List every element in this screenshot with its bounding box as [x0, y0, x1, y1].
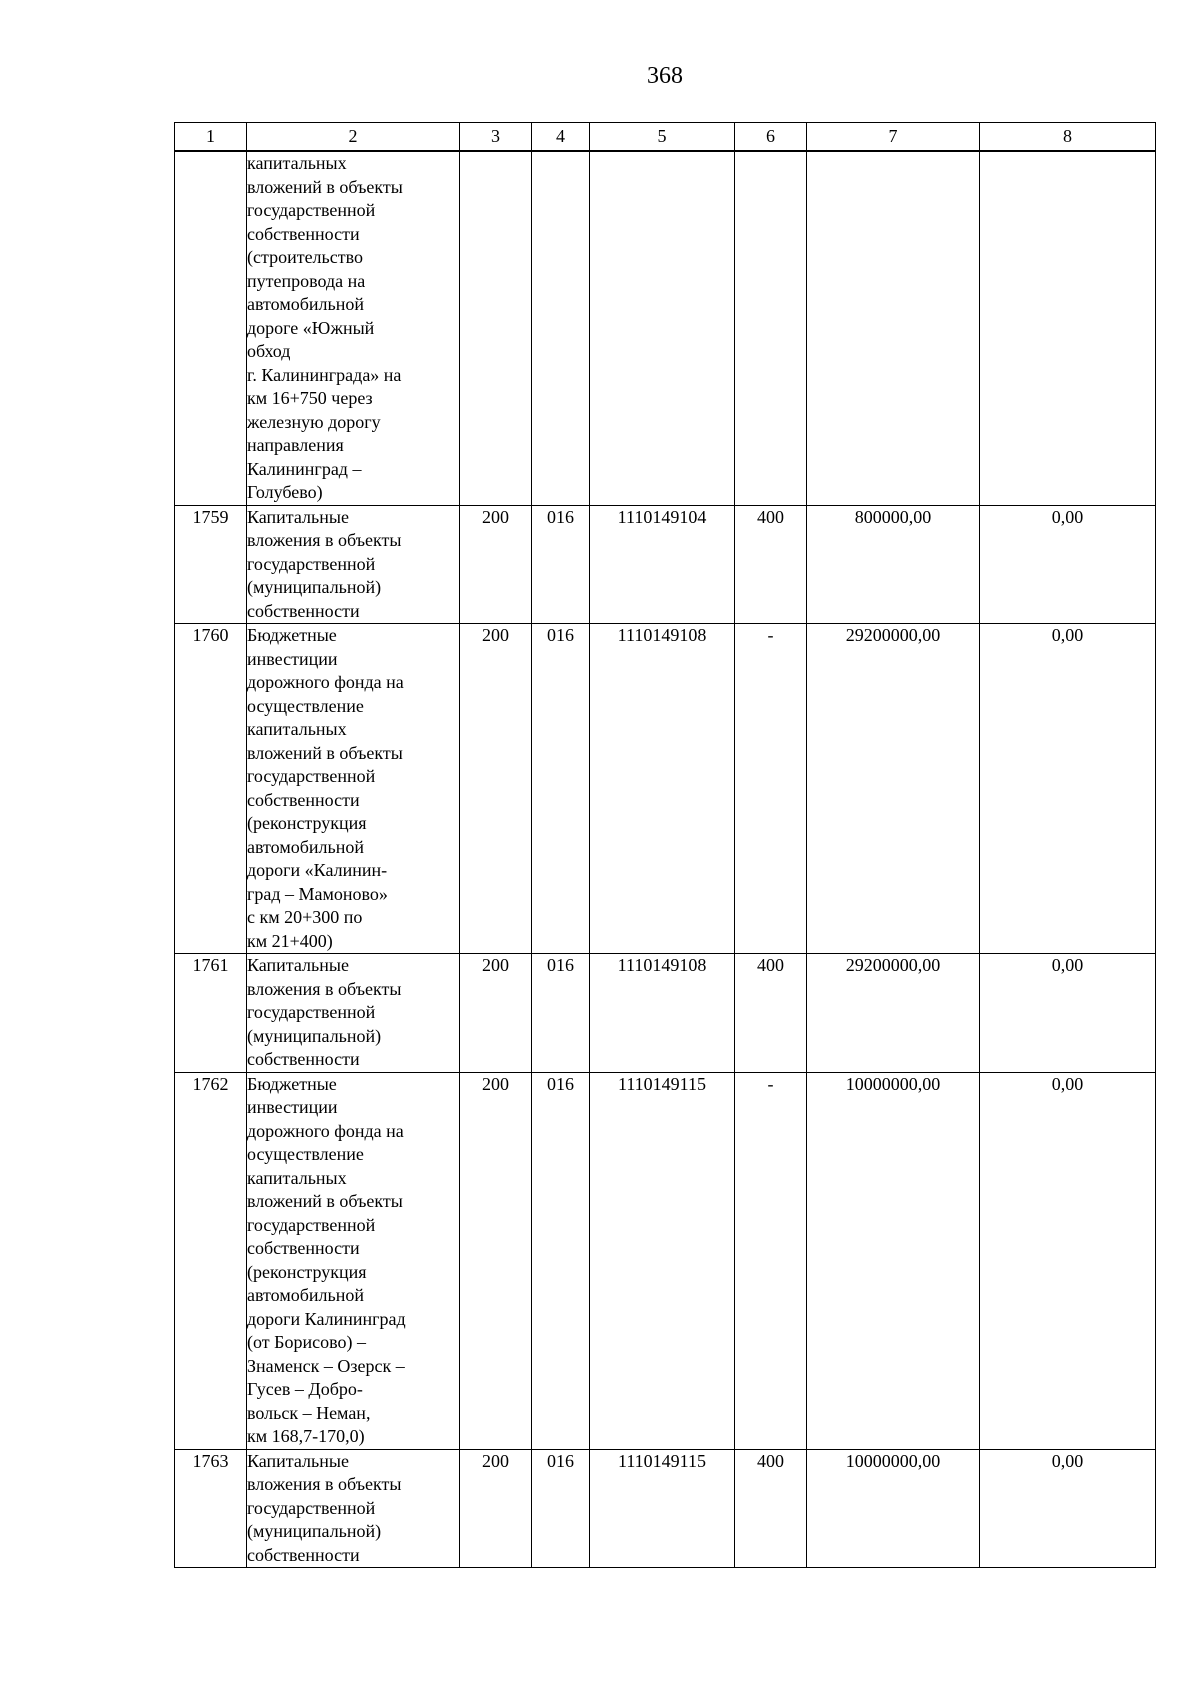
page-number: 368 — [647, 63, 683, 89]
cell-col6: 400 — [735, 505, 807, 624]
cell-col3: 200 — [460, 505, 532, 624]
cell-col6: 400 — [735, 954, 807, 1073]
cell-col8: 0,00 — [980, 1072, 1156, 1449]
cell-col6: 400 — [735, 1449, 807, 1568]
cell-col4: 016 — [532, 1449, 590, 1568]
row-number: 1763 — [175, 1449, 247, 1568]
table-row — [175, 151, 1156, 505]
table-row — [175, 1072, 1156, 1449]
cell-col5: 1110149115 — [590, 1072, 735, 1449]
cell-col4 — [532, 151, 590, 505]
table-row — [175, 624, 1156, 954]
cell-col4: 016 — [532, 505, 590, 624]
table-row — [175, 1449, 1156, 1568]
cell-col6: - — [735, 1072, 807, 1449]
column-header: 8 — [980, 123, 1156, 152]
cell-col7: 10000000,00 — [807, 1449, 980, 1568]
cell-col8: 0,00 — [980, 1449, 1156, 1568]
row-name: капитальных вложений в объекты государственной собственности (строительство путепровода на автомобильной дороге «Южный обход г. Калининграда» на км 16+750 через железную дорогу направления Калининград – Голубево) — [247, 151, 460, 505]
cell-col4: 016 — [532, 1072, 590, 1449]
row-name: Капитальные вложения в объекты государственной (муниципальной) собственности — [247, 954, 460, 1073]
column-header: 7 — [807, 123, 980, 152]
cell-col5: 1110149108 — [590, 624, 735, 954]
cell-col8: 0,00 — [980, 505, 1156, 624]
table-row — [175, 954, 1156, 1073]
cell-col7: 800000,00 — [807, 505, 980, 624]
row-number: 1762 — [175, 1072, 247, 1449]
row-number: 1761 — [175, 954, 247, 1073]
cell-col7: 10000000,00 — [807, 1072, 980, 1449]
cell-col4: 016 — [532, 954, 590, 1073]
header-row — [175, 123, 1156, 152]
cell-col8: 0,00 — [980, 954, 1156, 1073]
cell-col3 — [460, 151, 532, 505]
row-name: Бюджетные инвестиции дорожного фонда на осуществление капитальных вложений в объекты государственной собственности (реконструкция автомобильной дороги Калининград (от Борисово) – Знаменск – Озерск – Гусев – Добро- вольск – Неман, км 168,7-170,0) — [247, 1072, 460, 1449]
column-header: 5 — [590, 123, 735, 152]
cell-col6: - — [735, 624, 807, 954]
cell-col4: 016 — [532, 624, 590, 954]
table-row — [175, 505, 1156, 624]
column-header: 2 — [247, 123, 460, 152]
cell-col6 — [735, 151, 807, 505]
column-header: 4 — [532, 123, 590, 152]
cell-col8 — [980, 151, 1156, 505]
budget-table — [174, 122, 1156, 1568]
cell-col5: 1110149108 — [590, 954, 735, 1073]
cell-col7: 29200000,00 — [807, 954, 980, 1073]
cell-col3: 200 — [460, 1072, 532, 1449]
column-header: 1 — [175, 123, 247, 152]
row-name: Капитальные вложения в объекты государственной (муниципальной) собственности — [247, 1449, 460, 1568]
cell-col3: 200 — [460, 624, 532, 954]
cell-col7: 29200000,00 — [807, 624, 980, 954]
row-name: Капитальные вложения в объекты государственной (муниципальной) собственности — [247, 505, 460, 624]
row-number: 1759 — [175, 505, 247, 624]
column-header: 3 — [460, 123, 532, 152]
cell-col5 — [590, 151, 735, 505]
column-header: 6 — [735, 123, 807, 152]
row-number: 1760 — [175, 624, 247, 954]
cell-col7 — [807, 151, 980, 505]
cell-col3: 200 — [460, 954, 532, 1073]
cell-col5: 1110149104 — [590, 505, 735, 624]
cell-col3: 200 — [460, 1449, 532, 1568]
row-name: Бюджетные инвестиции дорожного фонда на осуществление капитальных вложений в объекты государственной собственности (реконструкция автомобильной дороги «Калинин- град – Мамоново» с км 20+300 по км 21+400) — [247, 624, 460, 954]
cell-col8: 0,00 — [980, 624, 1156, 954]
cell-col5: 1110149115 — [590, 1449, 735, 1568]
row-number — [175, 151, 247, 505]
